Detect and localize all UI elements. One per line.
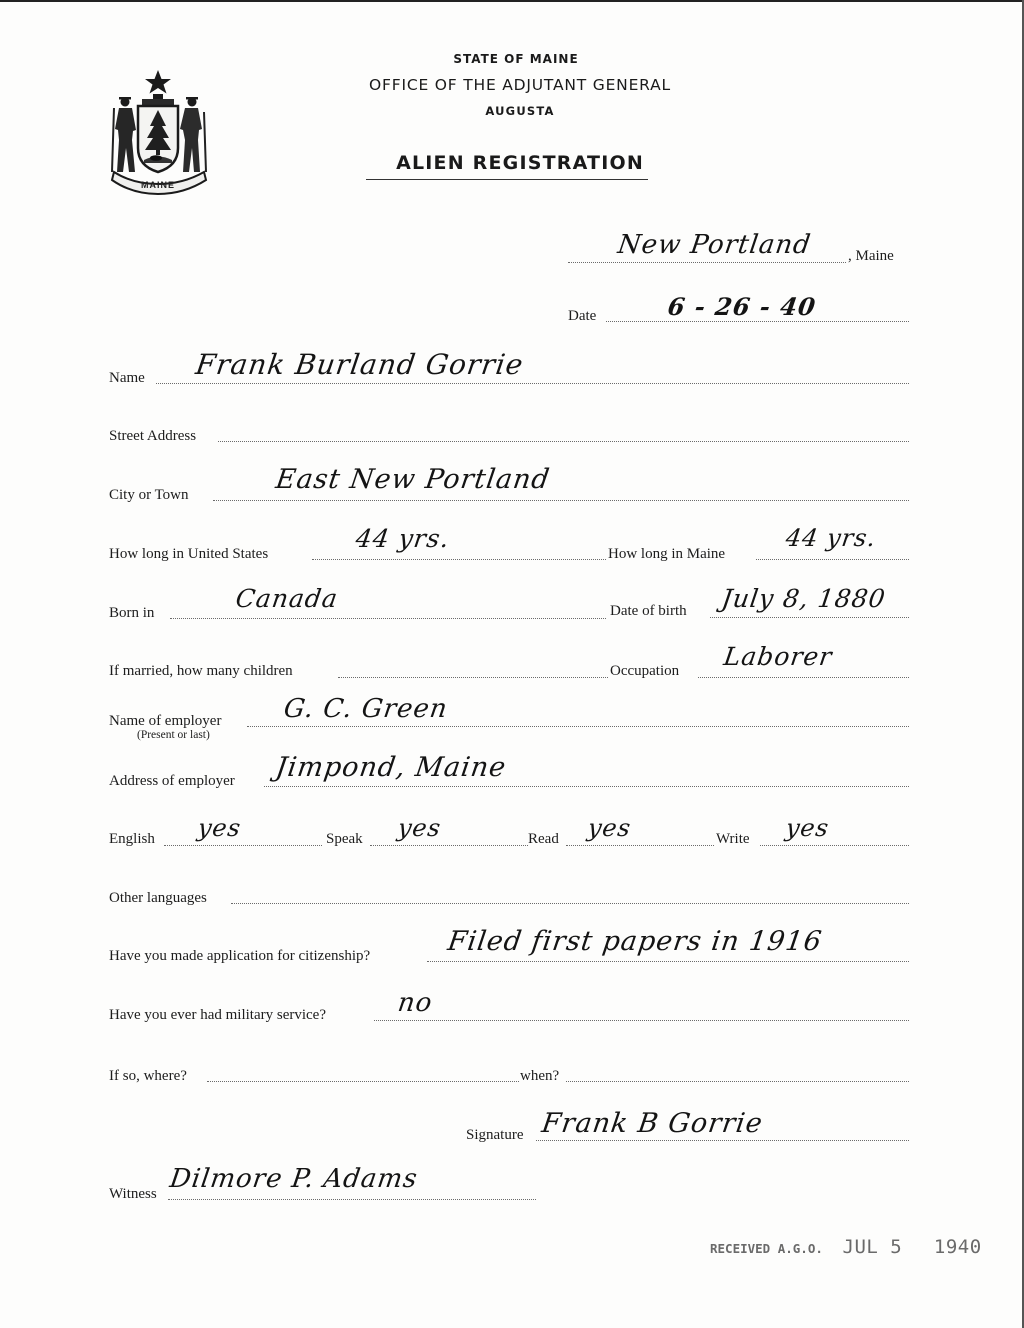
when-label: when? xyxy=(520,1068,560,1084)
occupation-label: Occupation xyxy=(610,663,680,679)
how-long-maine-label: How long in Maine xyxy=(608,546,726,562)
date-value: 6 - 26 - 40 xyxy=(665,292,818,321)
header-office: OFFICE OF THE ADJUTANT GENERAL xyxy=(369,76,671,94)
street-address-label: Street Address xyxy=(109,428,197,444)
other-languages-label: Other languages xyxy=(109,890,207,906)
scan-edge-top xyxy=(0,0,1024,2)
children-label: If married, how many children xyxy=(109,663,293,679)
born-in-dotted-line xyxy=(170,618,606,619)
employer-name-sublabel: (Present or last) xyxy=(137,729,210,741)
header-state: STATE OF MAINE xyxy=(453,52,579,66)
stamp-label: RECEIVED A.G.O. xyxy=(710,1241,823,1256)
name-value: Frank Burland Gorrie xyxy=(193,348,526,381)
citizenship-dotted-line xyxy=(427,961,909,962)
city-dotted-line xyxy=(213,500,909,501)
children-dotted-line xyxy=(338,677,608,678)
employer-name-dotted-line xyxy=(247,726,909,727)
how-long-maine-value: 44 yrs. xyxy=(784,524,879,552)
name-dotted-line xyxy=(156,383,909,384)
employer-name-label: Name of employer xyxy=(109,713,222,729)
city-value: East New Portland xyxy=(273,464,553,495)
date-label: Date xyxy=(568,308,597,324)
employer-address-dotted-line xyxy=(264,786,909,787)
stamp-date: JUL 5 xyxy=(842,1236,903,1258)
employer-address-value: Jimpond, Maine xyxy=(273,752,509,783)
write-dotted-line xyxy=(760,845,909,846)
english-value: yes xyxy=(196,814,244,842)
read-value: yes xyxy=(586,814,634,842)
city-label: City or Town xyxy=(109,487,189,503)
speak-value: yes xyxy=(396,814,444,842)
occupation-value: Laborer xyxy=(721,642,835,671)
employer-name-value: G. C. Green xyxy=(281,694,450,724)
signature-value: Frank B Gorrie xyxy=(539,1108,765,1139)
place-value: New Portland xyxy=(615,230,813,260)
date-of-birth-dotted-line xyxy=(710,617,909,618)
write-label: Write xyxy=(716,831,750,847)
place-dotted-line xyxy=(568,262,846,263)
how-long-us-dotted-line xyxy=(312,559,606,560)
read-label: Read xyxy=(528,831,559,847)
if-so-where-dotted-line xyxy=(207,1081,519,1082)
english-label: English xyxy=(109,831,155,847)
how-long-us-value: 44 yrs. xyxy=(353,524,452,553)
how-long-maine-dotted-line xyxy=(756,559,909,560)
military-value: no xyxy=(395,988,435,1018)
occupation-dotted-line xyxy=(698,677,909,678)
speak-label: Speak xyxy=(326,831,363,847)
signature-dotted-line xyxy=(536,1140,909,1141)
header-city: AUGUSTA xyxy=(485,104,555,118)
other-languages-dotted-line xyxy=(231,903,909,904)
form-title: ALIEN REGISTRATION xyxy=(396,152,644,174)
speak-dotted-line xyxy=(370,845,528,846)
citizenship-label: Have you made application for citizenship? xyxy=(109,948,371,964)
write-value: yes xyxy=(784,814,832,842)
when-dotted-line xyxy=(566,1081,909,1082)
title-underline xyxy=(366,179,648,180)
date-of-birth-value: July 8, 1880 xyxy=(719,584,888,613)
witness-dotted-line xyxy=(168,1199,536,1200)
name-label: Name xyxy=(109,370,145,386)
place-suffix: , Maine xyxy=(848,248,894,264)
employer-address-label: Address of employer xyxy=(109,773,235,789)
english-dotted-line xyxy=(164,845,322,846)
born-in-value: Canada xyxy=(233,584,340,613)
if-so-where-label: If so, where? xyxy=(109,1068,187,1084)
how-long-us-label: How long in United States xyxy=(109,546,269,562)
street-address-dotted-line xyxy=(218,441,909,442)
date-dotted-line xyxy=(606,321,909,322)
military-label: Have you ever had military service? xyxy=(109,1007,326,1023)
seal-banner-text: MAINE xyxy=(141,180,175,190)
witness-value: Dilmore P. Adams xyxy=(167,1164,420,1194)
stamp-year: 1940 xyxy=(933,1236,982,1258)
citizenship-value: Filed first papers in 1916 xyxy=(445,926,825,957)
signature-label: Signature xyxy=(466,1127,524,1143)
witness-label: Witness xyxy=(109,1186,157,1202)
received-stamp xyxy=(710,1236,982,1258)
military-dotted-line xyxy=(374,1020,909,1021)
born-in-label: Born in xyxy=(109,605,155,621)
date-of-birth-label: Date of birth xyxy=(610,603,687,619)
read-dotted-line xyxy=(566,845,714,846)
